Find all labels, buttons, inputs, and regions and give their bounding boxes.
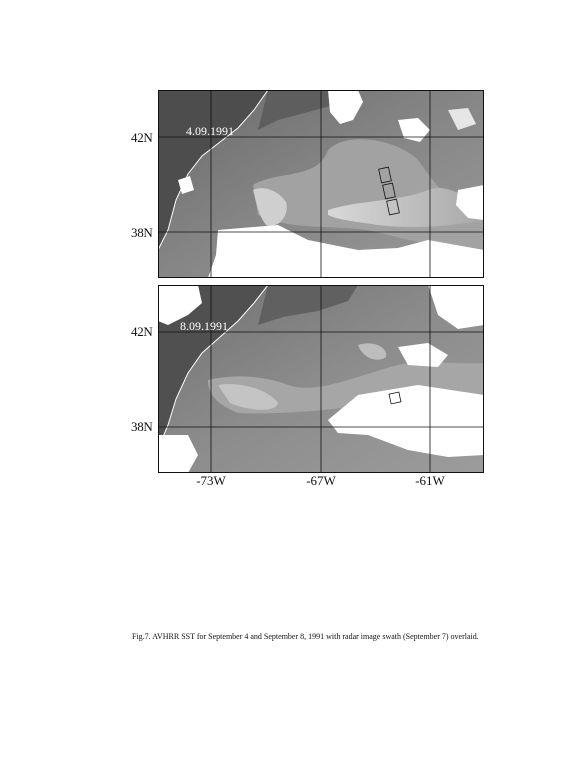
- sst-image-sep8: [158, 285, 484, 473]
- lat-label-42n: 42N: [131, 324, 153, 339]
- lat-label-38n: 38N: [131, 419, 153, 434]
- sst-image-sep4: [158, 90, 484, 278]
- sst-map-sep4: [158, 90, 484, 278]
- lon-label-67w: -67W: [306, 473, 336, 488]
- lat-label-38n: 38N: [131, 225, 153, 240]
- panel-date-label: 4.09.1991: [186, 124, 234, 138]
- figure-caption: Fig.7. AVHRR SST for September 4 and September 8, 1991 with radar image swath (September 7) overlaid.: [132, 632, 479, 641]
- lon-label-73w: -73W: [196, 473, 226, 488]
- lat-label-42n: 42N: [131, 130, 153, 145]
- sst-map-sep8: [158, 285, 484, 473]
- lon-label-61w: -61W: [415, 473, 445, 488]
- panel-date-label: 8.09.1991: [180, 319, 228, 333]
